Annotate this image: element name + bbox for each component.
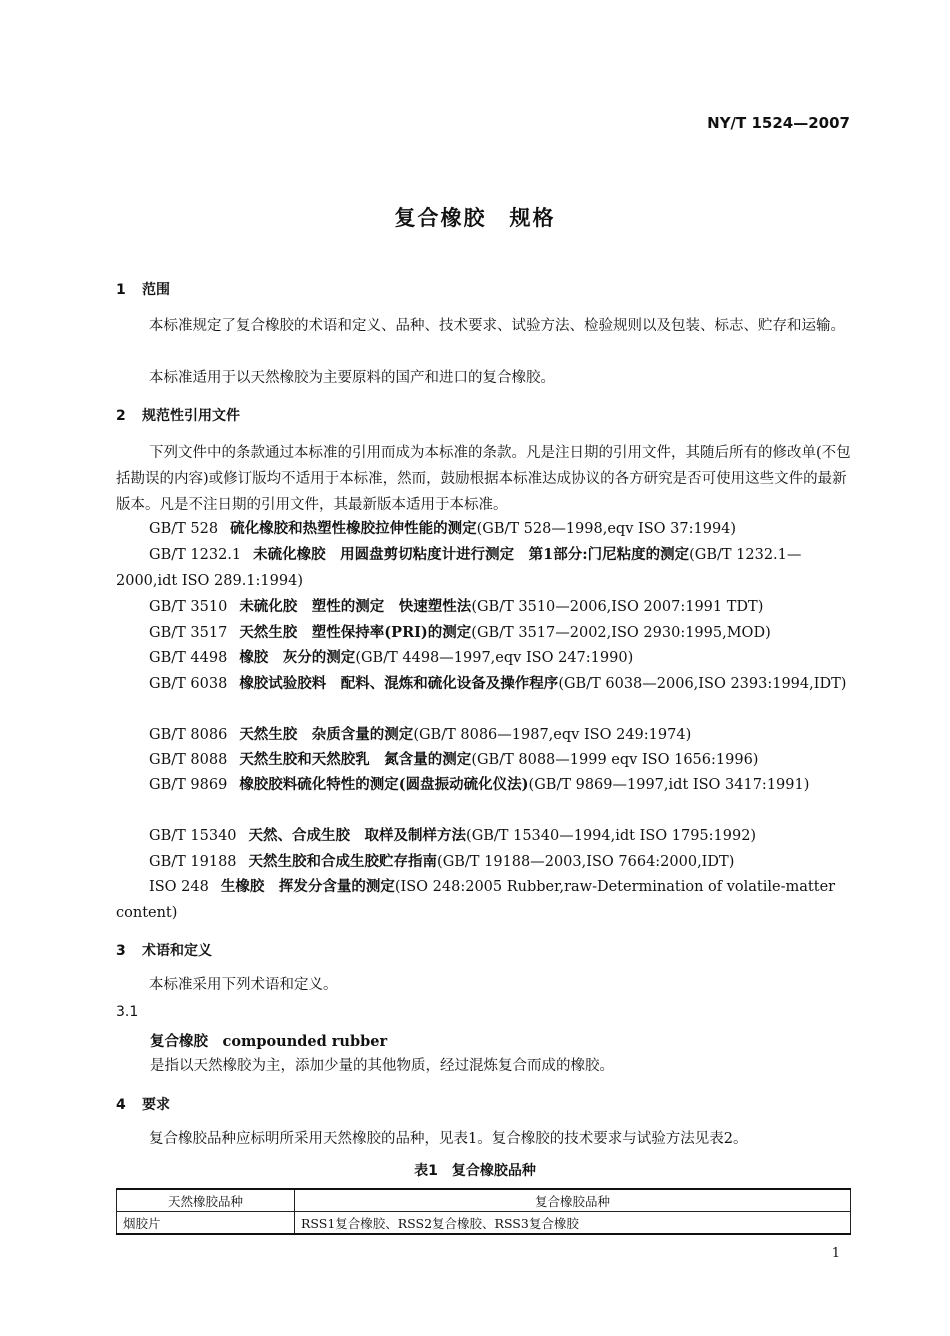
ref-item: GB/T 1232.1 未硫化橡胶 用圆盘剪切粘度计进行测定 第1部分:门尼粘度的测定(GB/T 1232.1—2000,idt ISO 289.1:1994) — [116, 546, 802, 589]
section-title: 规范性引用文件 — [142, 408, 240, 424]
table-header-cell: 天然橡胶品种 — [117, 1189, 295, 1212]
ref-item: GB/T 8086 天然生胶 杂质含量的测定(GB/T 8086—1987,eqv ISO 249:1974) — [149, 726, 692, 743]
table-caption: 表1 复合橡胶品种 — [414, 1163, 536, 1179]
section-2-intro: 下列文件中的条款通过本标准的引用而成为本标准的条款。凡是注日期的引用文件，其随后所有的修改单(不包括勘误的内容)或修订版均不适用于本标准，然而，鼓励根据本标准达成协议的各方研究是否可使用这些文件的最新版本。凡是不注日期的引用文件，其最新版本适用于本标准。 — [116, 445, 851, 513]
section-number: 3 — [116, 943, 126, 959]
section-1-heading — [116, 279, 170, 299]
section-title: 要求 — [142, 1097, 170, 1113]
section-2-heading — [116, 405, 240, 425]
section-4-heading — [116, 1094, 170, 1114]
section-3-intro: 本标准采用下列术语和定义。 — [149, 977, 338, 993]
table-header-row — [117, 1189, 851, 1212]
section-number: 2 — [116, 408, 126, 424]
ref-item: GB/T 8088 天然生胶和天然胶乳 氮含量的测定(GB/T 8088—1999 eqv ISO 1656:1996) — [149, 751, 759, 768]
table-header-cell: 复合橡胶品种 — [295, 1189, 851, 1212]
subsection-number: 3.1 — [116, 1004, 139, 1020]
ref-item: GB/T 3510 未硫化胶 塑性的测定 快速塑性法(GB/T 3510—2006,ISO 2007:1991 TDT) — [149, 598, 764, 615]
ref-item: GB/T 528 硫化橡胶和热塑性橡胶拉伸性能的测定(GB/T 528—1998,eqv ISO 37:1994) — [149, 520, 737, 537]
section-title: 范围 — [142, 282, 170, 298]
ref-item: GB/T 6038 橡胶试验胶料 配料、混炼和硫化设备及操作程序(GB/T 6038—2006,ISO 2393:1994,IDT) — [149, 675, 847, 692]
section-3-heading — [116, 940, 212, 960]
ref-item: ISO 248 生橡胶 挥发分含量的测定(ISO 248:2005 Rubber,raw-Determination of volatile-matter content) — [116, 878, 836, 921]
table-cell: RSS1复合橡胶、RSS2复合橡胶、RSS3复合橡胶 — [295, 1212, 851, 1235]
section-1-para-2: 本标准适用于以天然橡胶为主要原料的国产和进口的复合橡胶。 — [149, 370, 555, 386]
section-number: 4 — [116, 1097, 126, 1113]
term-name: 复合橡胶 compounded rubber — [150, 1033, 388, 1050]
term-definition: 是指以天然橡胶为主，添加少量的其他物质，经过混炼复合而成的橡胶。 — [150, 1058, 614, 1074]
section-title: 术语和定义 — [142, 943, 212, 959]
page-number: 1 — [831, 1246, 840, 1261]
ref-item: GB/T 9869 橡胶胶料硫化特性的测定(圆盘振动硫化仪法)(GB/T 9869—1997,idt ISO 3417:1991) — [149, 776, 810, 793]
ref-item: GB/T 19188 天然生胶和合成生胶贮存指南(GB/T 19188—2003,ISO 7664:2000,IDT) — [149, 853, 735, 870]
varieties-table — [116, 1188, 851, 1235]
table-row — [117, 1212, 851, 1235]
ref-item: GB/T 4498 橡胶 灰分的测定(GB/T 4498—1997,eqv ISO 247:1990) — [149, 649, 634, 666]
document-title: 复合橡胶 规格 — [394, 206, 556, 230]
section-4-intro: 复合橡胶品种应标明所采用天然橡胶的品种，见表1。复合橡胶的技术要求与试验方法见表2。 — [149, 1131, 748, 1147]
table-cell: 烟胶片 — [117, 1212, 295, 1235]
standard-code: NY/T 1524—2007 — [707, 114, 850, 132]
section-1-para-1: 本标准规定了复合橡胶的术语和定义、品种、技术要求、试验方法、检验规则以及包装、标志、贮存和运输。 — [149, 318, 845, 334]
section-number: 1 — [116, 282, 126, 298]
ref-item: GB/T 3517 天然生胶 塑性保持率(PRI)的测定(GB/T 3517—2002,ISO 2930:1995,MOD) — [149, 624, 771, 641]
ref-item: GB/T 15340 天然、合成生胶 取样及制样方法(GB/T 15340—1994,idt ISO 1795:1992) — [149, 827, 757, 844]
